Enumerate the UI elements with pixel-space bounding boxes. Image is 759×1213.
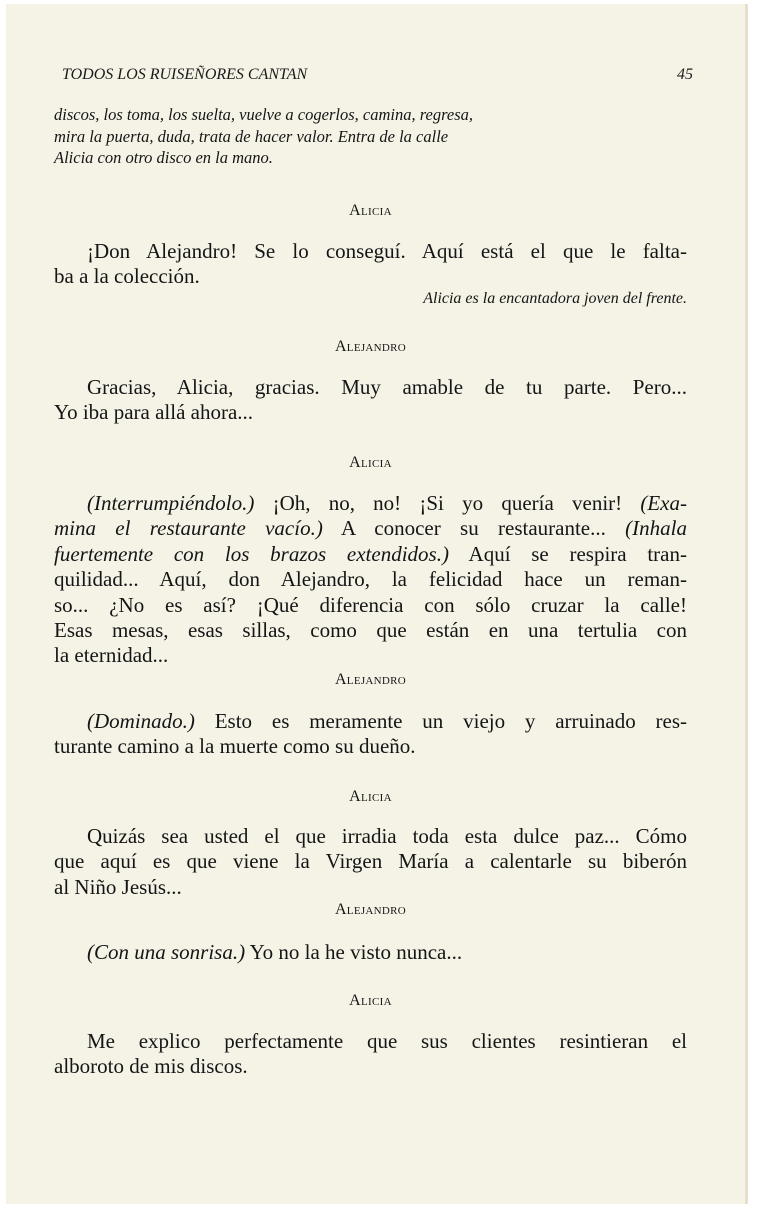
dialogue-line: Quizás sea usted el que irradia toda esta dulce paz... Cómo que aquí es que viene la Virgen María a calentarle su biberón al Niño Jesús... xyxy=(54,824,687,899)
running-title: TODOS LOS RUISEÑORES CANTAN xyxy=(62,66,308,83)
speaker-name: Alicia xyxy=(349,454,392,471)
book-page xyxy=(6,4,748,1204)
stage-direction: Alicia es la encantadora joven del frente. xyxy=(423,290,687,307)
speaker-name: Alejandro xyxy=(334,338,407,355)
dialogue-line: (Dominado.) Esto es meramente un viejo y arruinado res- turante camino a la muerte como su dueño. xyxy=(54,709,687,759)
stage-direction-opening: discos, los toma, los suelta, vuelve a cogerlos, camina, regresa, mira la puerta, duda, trata de hacer valor. Entra de la calle Alicia con otro disco en la mano. xyxy=(54,105,474,167)
dialogue-line: Me explico perfectamente que sus clientes resintieran el alboroto de mis discos. xyxy=(54,1029,687,1079)
dialogue-line: (Interrumpiéndolo.) ¡Oh, no, no! ¡Si yo quería venir! (Exa- mina el restaurante vacío.) A conocer su restaurante... (Inhala fuertemente con los brazos extendidos.) Aquí se respira tran- quilidad... Aquí, don Alejandro, la felicidad hace un reman- so... ¿No es así? ¡Qué diferencia con sólo cruzar la calle! Esas mesas, esas sillas, como que están en una tertulia con la eternidad... xyxy=(54,491,687,668)
speaker-name: Alicia xyxy=(349,788,392,805)
dialogue-line: (Con una sonrisa.) Yo no la he visto nunca... xyxy=(87,940,463,964)
speaker-name: Alejandro xyxy=(334,901,407,918)
speaker-name: Alicia xyxy=(349,992,392,1009)
dialogue-line: Gracias, Alicia, gracias. Muy amable de tu parte. Pero... Yo iba para allá ahora... xyxy=(54,375,687,425)
running-header xyxy=(62,66,693,84)
speaker-name: Alicia xyxy=(349,202,392,219)
dialogue-line: ¡Don Alejandro! Se lo conseguí. Aquí está el que le falta- ba a la colección. xyxy=(54,239,687,289)
speaker-name: Alejandro xyxy=(334,671,407,688)
page-number: 45 xyxy=(677,66,693,83)
